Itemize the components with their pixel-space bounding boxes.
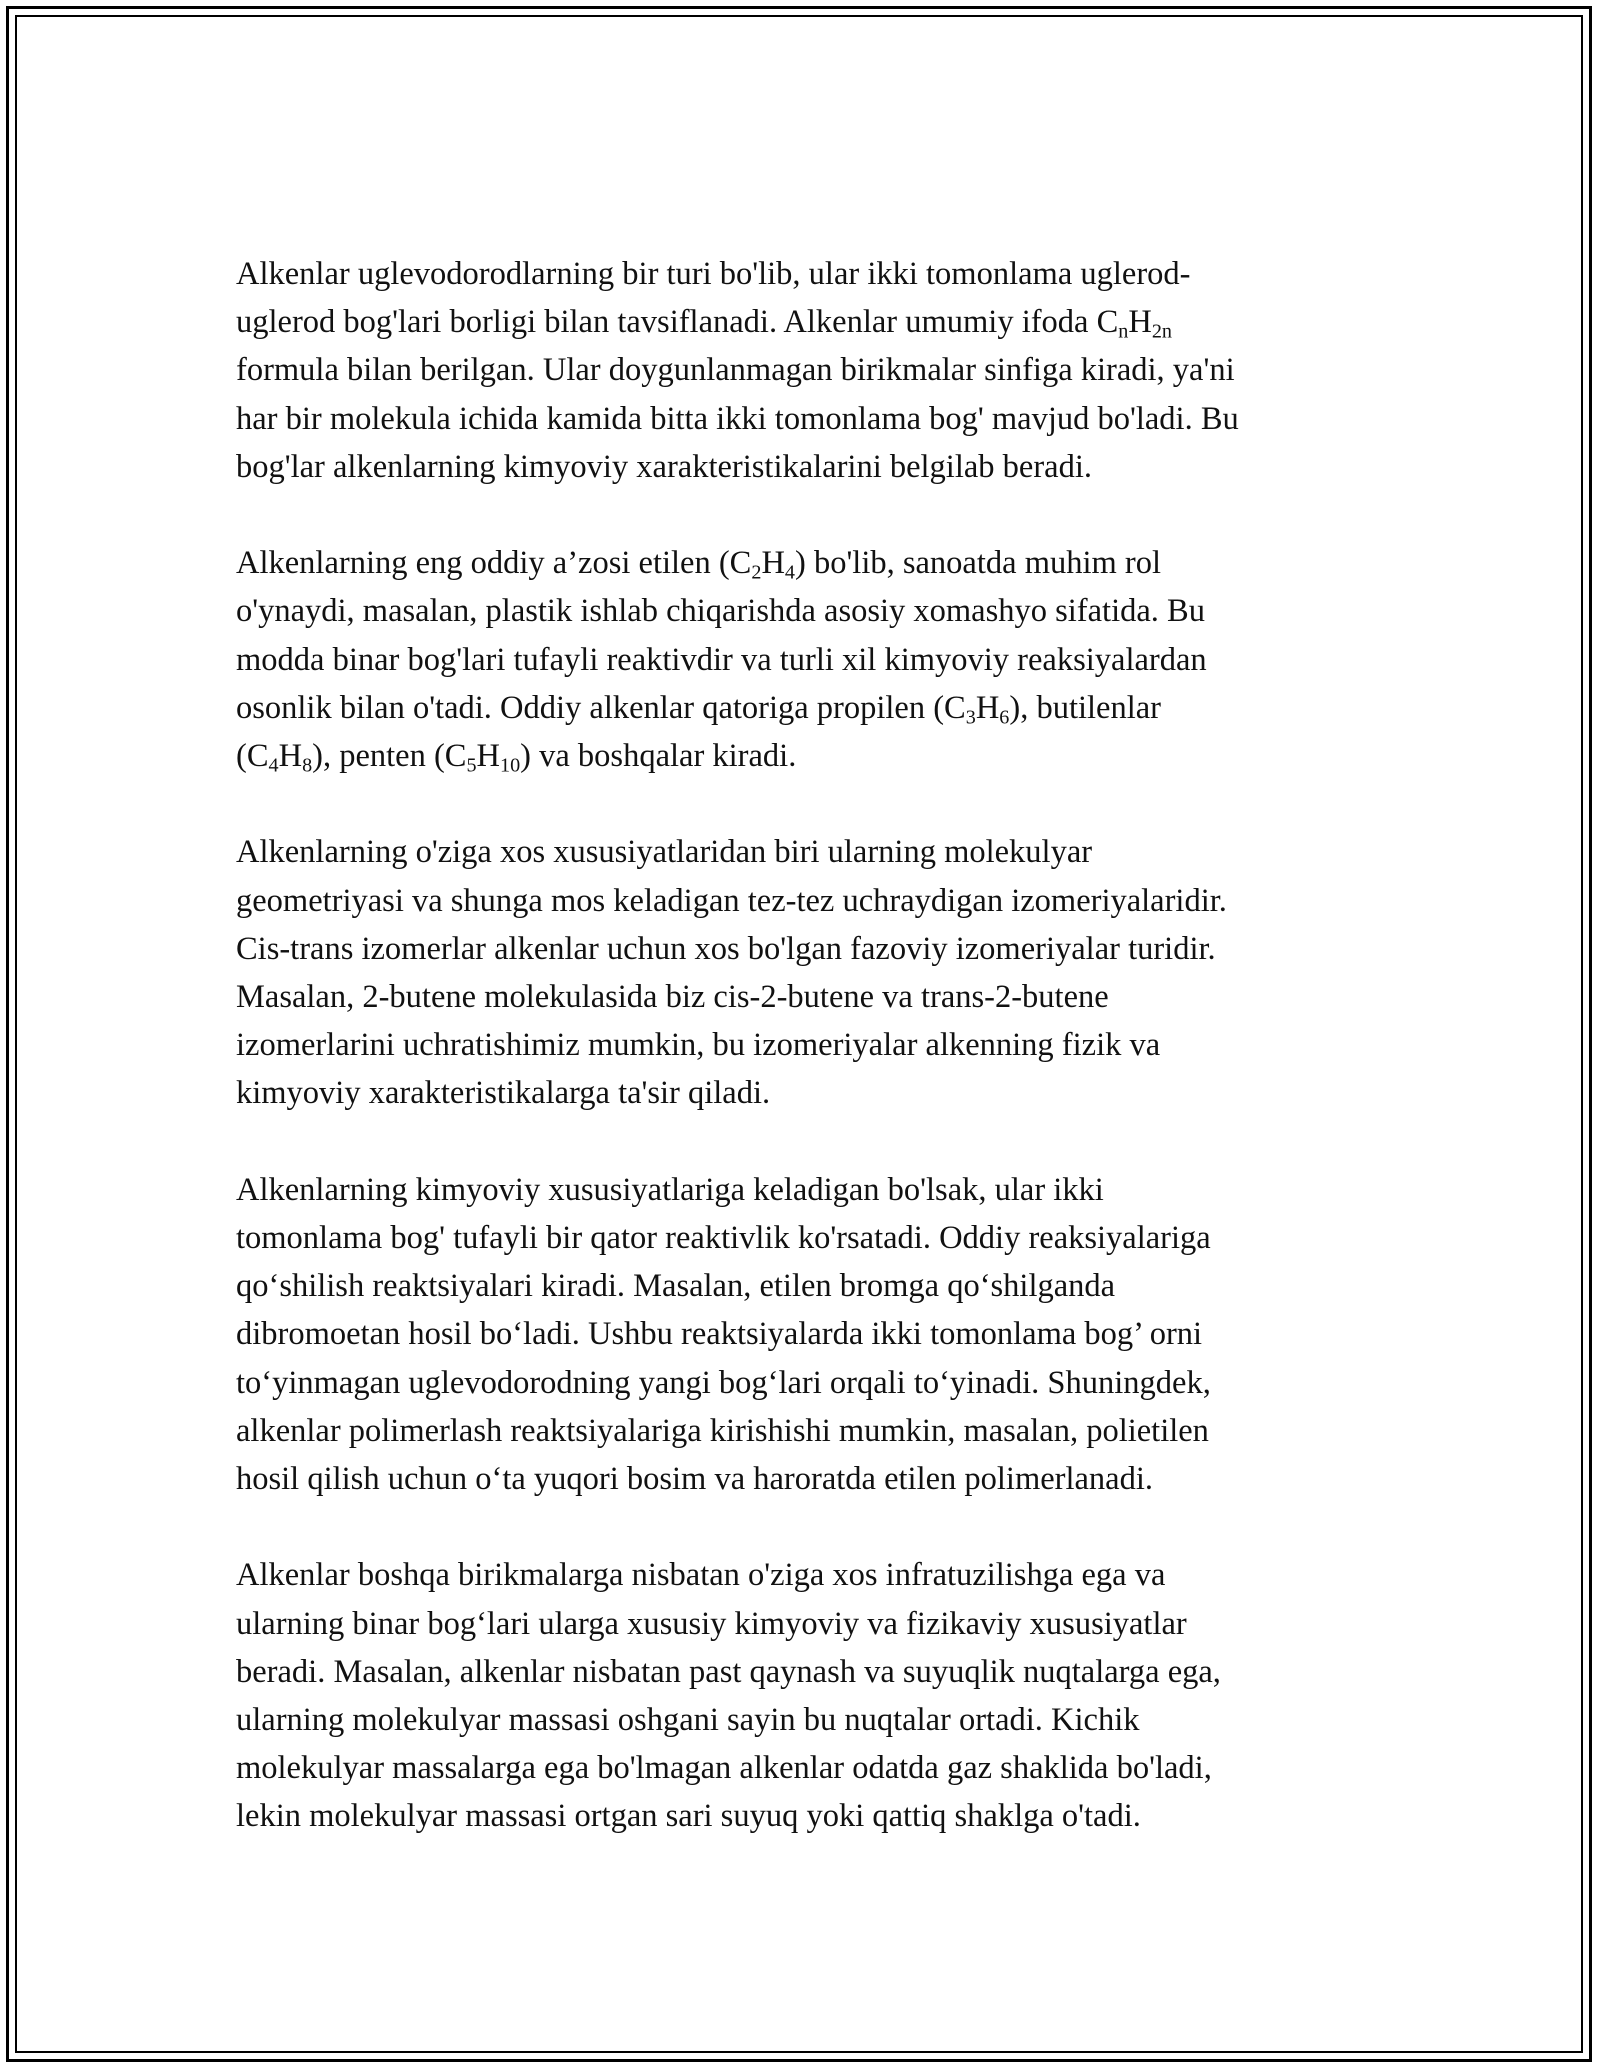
- text-run: ularning binar bog‘lari ularga xususiy kimyoviy va fizikaviy xususiyatlar: [236, 1605, 1187, 1642]
- text-line: [236, 925, 1376, 973]
- text-line: [236, 346, 1376, 394]
- text-line: [236, 1551, 1376, 1599]
- text-line: [236, 1744, 1376, 1792]
- text-line: [236, 1166, 1376, 1214]
- text-run: modda binar bog'lari tufayli reaktivdir va turli xil kimyoviy reaksiyalardan: [236, 641, 1207, 678]
- subscript: 8: [302, 754, 313, 777]
- text-run: Alkenlarning o'ziga xos xususiyatlaridan biri ularning molekulyar: [236, 834, 1093, 871]
- text-run: (C: [236, 738, 269, 775]
- text-line: [236, 1069, 1376, 1117]
- text-run: kimyoviy xarakteristikalarga ta'sir qiladi.: [236, 1075, 771, 1112]
- text-line: [236, 1021, 1376, 1069]
- text-run: Cis-trans izomerlar alkenlar uchun xos bo'lgan fazoviy izomeriyalar turidir.: [236, 930, 1216, 967]
- text-run: qo‘shilish reaktsiyalari kiradi. Masalan, etilen bromga qo‘shilganda: [236, 1268, 1116, 1305]
- text-run: Masalan, 2-butene molekulasida biz cis-2-butene va trans-2-butene: [236, 979, 1109, 1016]
- text-line: [236, 395, 1376, 443]
- text-line: [236, 1648, 1376, 1696]
- subscript: 3: [965, 706, 976, 729]
- text-line: [236, 250, 1376, 298]
- text-line: [236, 298, 1376, 346]
- text-run: H: [278, 738, 303, 775]
- text-run: to‘yinmagan uglevodorodning yangi bog‘lari orqali to‘yinadi. Shuningdek,: [236, 1364, 1211, 1401]
- text-run: Alkenlar uglevodorodlarning bir turi bo'lib, ular ikki tomonlama uglerod-: [236, 256, 1191, 292]
- text-run: H: [761, 545, 785, 582]
- text-run: ) bo'lib, sanoatda muhim rol: [795, 545, 1162, 582]
- text-run: formula bilan berilgan. Ular doygunlanmagan birikmalar sinfiga kiradi, ya'ni: [236, 352, 1235, 389]
- subscript: 10: [500, 754, 521, 777]
- text-run: tomonlama bog' tufayli bir qator reaktivlik ko'rsatadi. Oddiy reaksiyalariga: [236, 1220, 1211, 1257]
- text-run: alkenlar polimerlash reaktsiyalariga kirishishi mumkin, masalan, polietilen: [236, 1412, 1209, 1449]
- text-line: [236, 828, 1376, 876]
- text-line: [236, 1262, 1376, 1310]
- text-line: [236, 973, 1376, 1021]
- text-run: har bir molekula ichida kamida bitta ikki tomonlama bog' mavjud bo'ladi. Bu: [236, 400, 1239, 437]
- text-run: uglerod bog'lari borligi bilan tavsiflanadi. Alkenlar umumiy ifoda C: [236, 304, 1119, 341]
- text-line: [236, 587, 1376, 635]
- text-line: [236, 1792, 1376, 1840]
- text-run: osonlik bilan o'tadi. Oddiy alkenlar qatoriga propilen (C: [236, 689, 966, 726]
- text-line: [236, 877, 1376, 925]
- text-line: [236, 1407, 1376, 1455]
- text-run: o'ynaydi, masalan, plastik ishlab chiqarishda asosiy xomashyo sifatida. Bu: [236, 593, 1205, 630]
- text-run: beradi. Masalan, alkenlar nisbatan past qaynash va suyuqlik nuqtalarga ega,: [236, 1653, 1221, 1690]
- text-run: ularning molekulyar massasi oshgani sayin bu nuqtalar ortadi. Kichik: [236, 1702, 1140, 1739]
- subscript: 6: [999, 706, 1010, 729]
- text-line: [236, 1696, 1376, 1744]
- text-run: Alkenlarning eng oddiy a’zosi etilen (C: [236, 545, 752, 582]
- paragraph: [236, 1166, 1376, 1503]
- text-line: [236, 636, 1376, 684]
- text-run: H: [975, 689, 1000, 726]
- document-body: [236, 250, 1376, 1889]
- text-line: [236, 539, 1376, 587]
- text-run: molekulyar massalarga ega bo'lmagan alkenlar odatda gaz shaklida bo'ladi,: [236, 1750, 1212, 1787]
- text-line: [236, 1600, 1376, 1648]
- text-line: [236, 684, 1376, 732]
- text-run: ) va boshqalar kiradi.: [520, 738, 797, 775]
- subscript: 4: [784, 561, 795, 584]
- text-run: lekin molekulyar massasi ortgan sari suyuq yoki qattiq shaklga o'tadi.: [236, 1798, 1141, 1835]
- text-run: hosil qilish uchun o‘ta yuqori bosim va haroratda etilen polimerlanadi.: [236, 1461, 1154, 1498]
- subscript: 2: [751, 561, 762, 584]
- subscript: 5: [466, 754, 477, 777]
- text-run: H: [476, 738, 501, 775]
- text-run: izomerlarini uchratishimiz mumkin, bu izomeriyalar alkenning fizik va: [236, 1027, 1161, 1064]
- text-line: [236, 732, 1376, 780]
- text-run: Alkenlarning kimyoviy xususiyatlariga keladigan bo'lsak, ular ikki: [236, 1171, 1104, 1208]
- paragraph: [236, 250, 1376, 491]
- paragraph: [236, 1551, 1376, 1840]
- text-line: [236, 443, 1376, 491]
- text-run: H: [1128, 304, 1152, 341]
- subscript: n: [1118, 320, 1129, 343]
- text-run: Alkenlar boshqa birikmalarga nisbatan o'ziga xos infratuzilishga ega va: [236, 1557, 1166, 1594]
- text-run: ), butilenlar: [1009, 689, 1161, 726]
- text-run: ), penten (C: [312, 738, 467, 775]
- text-line: [236, 1310, 1376, 1358]
- paragraph: [236, 828, 1376, 1117]
- paragraph: [236, 539, 1376, 780]
- text-line: [236, 1455, 1376, 1503]
- text-line: [236, 1359, 1376, 1407]
- text-run: bog'lar alkenlarning kimyoviy xarakteristikalarini belgilab beradi.: [236, 448, 1092, 485]
- subscript: 4: [268, 754, 279, 777]
- text-line: [236, 1214, 1376, 1262]
- text-run: dibromoetan hosil bo‘ladi. Ushbu reaktsiyalarda ikki tomonlama bog’ orni: [236, 1316, 1203, 1353]
- subscript: 2n: [1151, 320, 1172, 343]
- text-run: geometriyasi va shunga mos keladigan tez-tez uchraydigan izomeriyalaridir.: [236, 882, 1227, 919]
